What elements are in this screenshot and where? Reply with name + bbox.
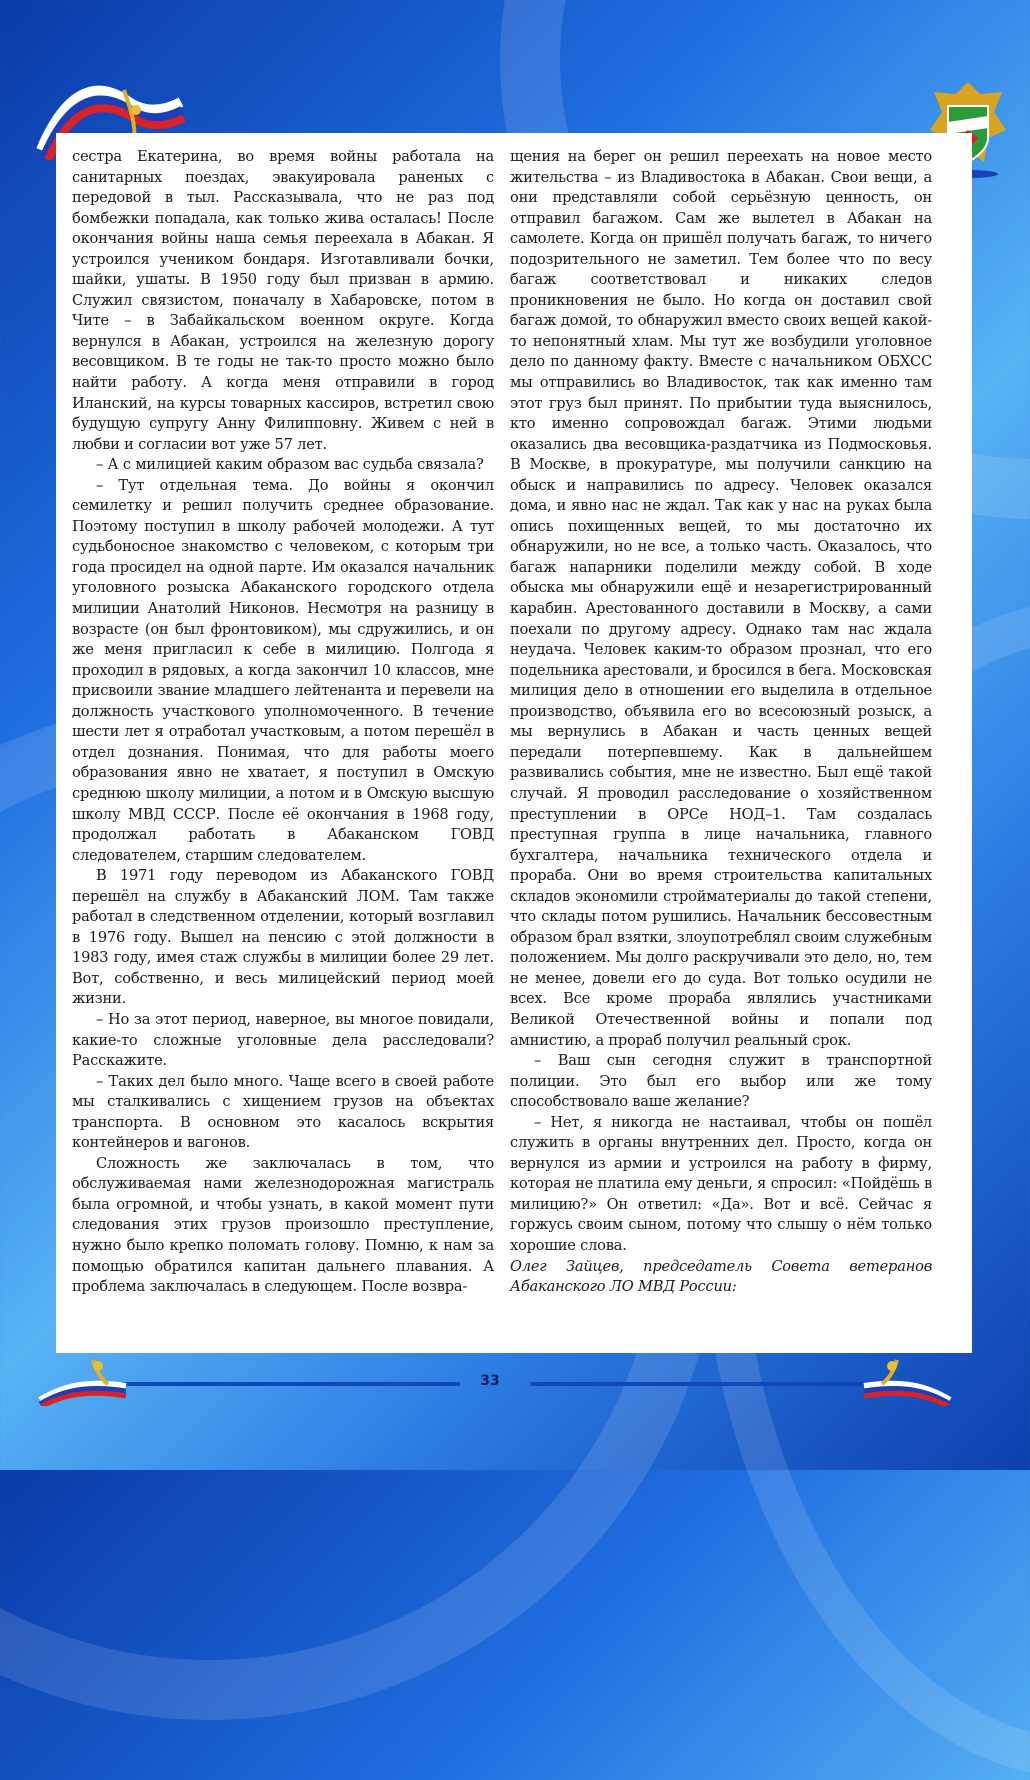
paragraph: – Нет, я никогда не настаивал, чтобы он пошёл служить в органы внутренних дел. Просто, когда он вернулся из армии и устроился на работу в фирму, которая не платила ему деньги, я спросил: «Пойдёшь в милицию?» Он ответил: «Да». Вот и всё. Сейчас я горжусь своим сыном, потому что слышу о нём только хорошие слова. xyxy=(510,1113,932,1254)
paragraph: Сложность же заключалась в том, что обслуживаемая нами железнодорожная магистраль была огромной, и чтобы узнать, в какой момент пути следования этих грузов произошло преступление, нужно было крепко поломать голову. Помню, к нам за помощью обратился капитан дальнего плавания. А проблема заключалась в следующем. После возвра- xyxy=(72,1154,494,1296)
article-column-right xyxy=(510,147,932,1298)
article-panel xyxy=(56,133,972,1353)
flag-ribbon-icon xyxy=(38,1356,128,1406)
paragraph: щения на берег он решил переехать на новое место жительства – из Владивостока в Абакан. Свои вещи, а они представляли собой серьёзную ценность, он отправил багажом. Сам же вылетел в Абакан на самолете. Когда он пришёл получать багаж, то ничего подозрительного не заметил. Тем более что по весу багаж соответствовал и никаких следов проникновения не было. Но когда он доставил свой багаж домой, то обнаружил вместо своих вещей какой-то непонятный хлам. Мы тут же возбудили уголовное дело по данному факту. Вместе с начальником ОБХСС мы отправились во Владивосток, так как именно там этот груз был принят. По прибытии туда выяснилось, кто именно сопровождал багаж. Этими людьми оказались два весовщика-раздатчика из Подмосковья. В Москве, в прокуратуре, мы получили санкцию на обыск и направились по адресу. Человек оказался дома, и явно нас не ждал. Так как у нас на руках была опись похищенных вещей, то мы достаточно их обнаружили, но не все, а только часть. Оказалось, что багаж напарники поделили между собой. В ходе обыска мы обнаружили ещё и незарегистрированный карабин. Арестованного доставили в Москву, а сами поехали по другому адресу. Однако там нас ждала неудача. Человек каким-то образом прознал, что его подельника арестовали, и бросился в бега. Московская милиция дело в отношении его выделила в отдельное производство, объявила его во всесоюзный розыск, а мы вернулись в Абакан и часть ценных вещей передали потерпевшему. Как в дальнейшем развивались события, мне не известно. Был ещё такой случай. Я проводил расследование о хозяйственном преступлении в ОРСе НОД–1. Там создалась преступная группа в лице начальника, главного бухгалтера, начальника технического отдела и прораба. Они во время строительства капитальных складов экономили стройматериалы до такой степени, что склады потом рушились. Начальник бессовестным образом брал взятки, злоупотреблял своим служебным положением. Мы долго раскручивали это дело, но, тем не менее, довели его до суда. Вот только осудили не всех. Все кроме прораба являлись участниками Великой Отечественной войны и попали под амнистию, а прораб получил реальный срок. xyxy=(510,148,932,1049)
interview-question: – Но за этот период, наверное, вы многое повидали, какие-то сложные уголовные дела расследовали? Расскажите. xyxy=(72,1010,494,1070)
paragraph: – Таких дел было много. Чаще всего в своей работе мы сталкивались с хищением грузов на объектах транспорта. В основном это касалось вскрытия контейнеров и вагонов. xyxy=(72,1072,494,1152)
paragraph: – Тут отдельная тема. До войны я окончил семилетку и решил получить среднее образование. Поэтому поступил в школу рабочей молодежи. А тут судьбоносное знакомство с человеком, с которым три года просидел на одной парте. Им оказался начальник уголовного розыска Абаканского городского отдела милиции Анатолий Никонов. Несмотря на разницу в возрасте (он был фронтовиком), мы сдружились, и он же меня пригласил к себе в милицию. Полгода я проходил в рядовых, а когда закончил 10 классов, мне присвоили звание младшего лейтенанта и перевели на должность участкового уполномоченного. В течение шести лет я отработал участковым, а потом перешёл в отдел дознания. Понимая, что для работы моего образования явно не хватает, я поступил в Омскую среднюю школу милиции, а потом и в Омскую высшую школу МВД СССР. После её окончания в 1968 году, продолжал работать в Абаканском ГОВД следователем, старшим следователем. xyxy=(72,476,494,864)
page-number: 33 xyxy=(480,1373,500,1389)
interview-question: – Ваш сын сегодня служит в транспортной полиции. Это был его выбор или же тому способствовало ваше желание? xyxy=(510,1052,932,1111)
paragraph: сестра Екатерина, во время войны работала на санитарных поездах, эвакуировала раненых с передовой в тыл. Рассказывала, что не раз под бомбежки попадала, как только жива осталась! После окончания войны наша семья переехала в Абакан. Я устроился учеником бондаря. Изготавливали бочки, шайки, ушаты. В 1950 году был призван в армию. Служил связистом, поначалу в Хабаровске, потом в Чите – в Забайкальском военном округе. Когда вернулся в Абакан, устроился на железную дорогу весовщиком. В те годы не так-то просто можно было найти работу. А когда меня отправили в город Иланский, на курсы товарных кассиров, встретил свою будущую супругу Анну Филипповну. Живем с ней в любви и согласии вот уже 57 лет. xyxy=(72,148,494,453)
footer-divider-right xyxy=(530,1382,866,1386)
footer-divider-left xyxy=(118,1382,460,1386)
flag-ribbon-icon xyxy=(862,1356,952,1406)
paragraph: В 1971 году переводом из Абаканского ГОВД перешёл на службу в Абаканский ЛОМ. Там также работал в следственном отделении, который возглавил в 1976 году. Вышел на пенсию с этой должности в 1983 году, имея стаж службы в милиции более 29 лет. Вот, собственно, и весь милицейский период моей жизни. xyxy=(72,867,494,1008)
author-signature: Олег Зайцев, председатель Совета ветеранов Абаканского ЛО МВД России: xyxy=(510,1257,932,1296)
article-column-left xyxy=(72,147,494,1298)
interview-question: – А с милицией каким образом вас судьба связала? xyxy=(96,456,484,474)
